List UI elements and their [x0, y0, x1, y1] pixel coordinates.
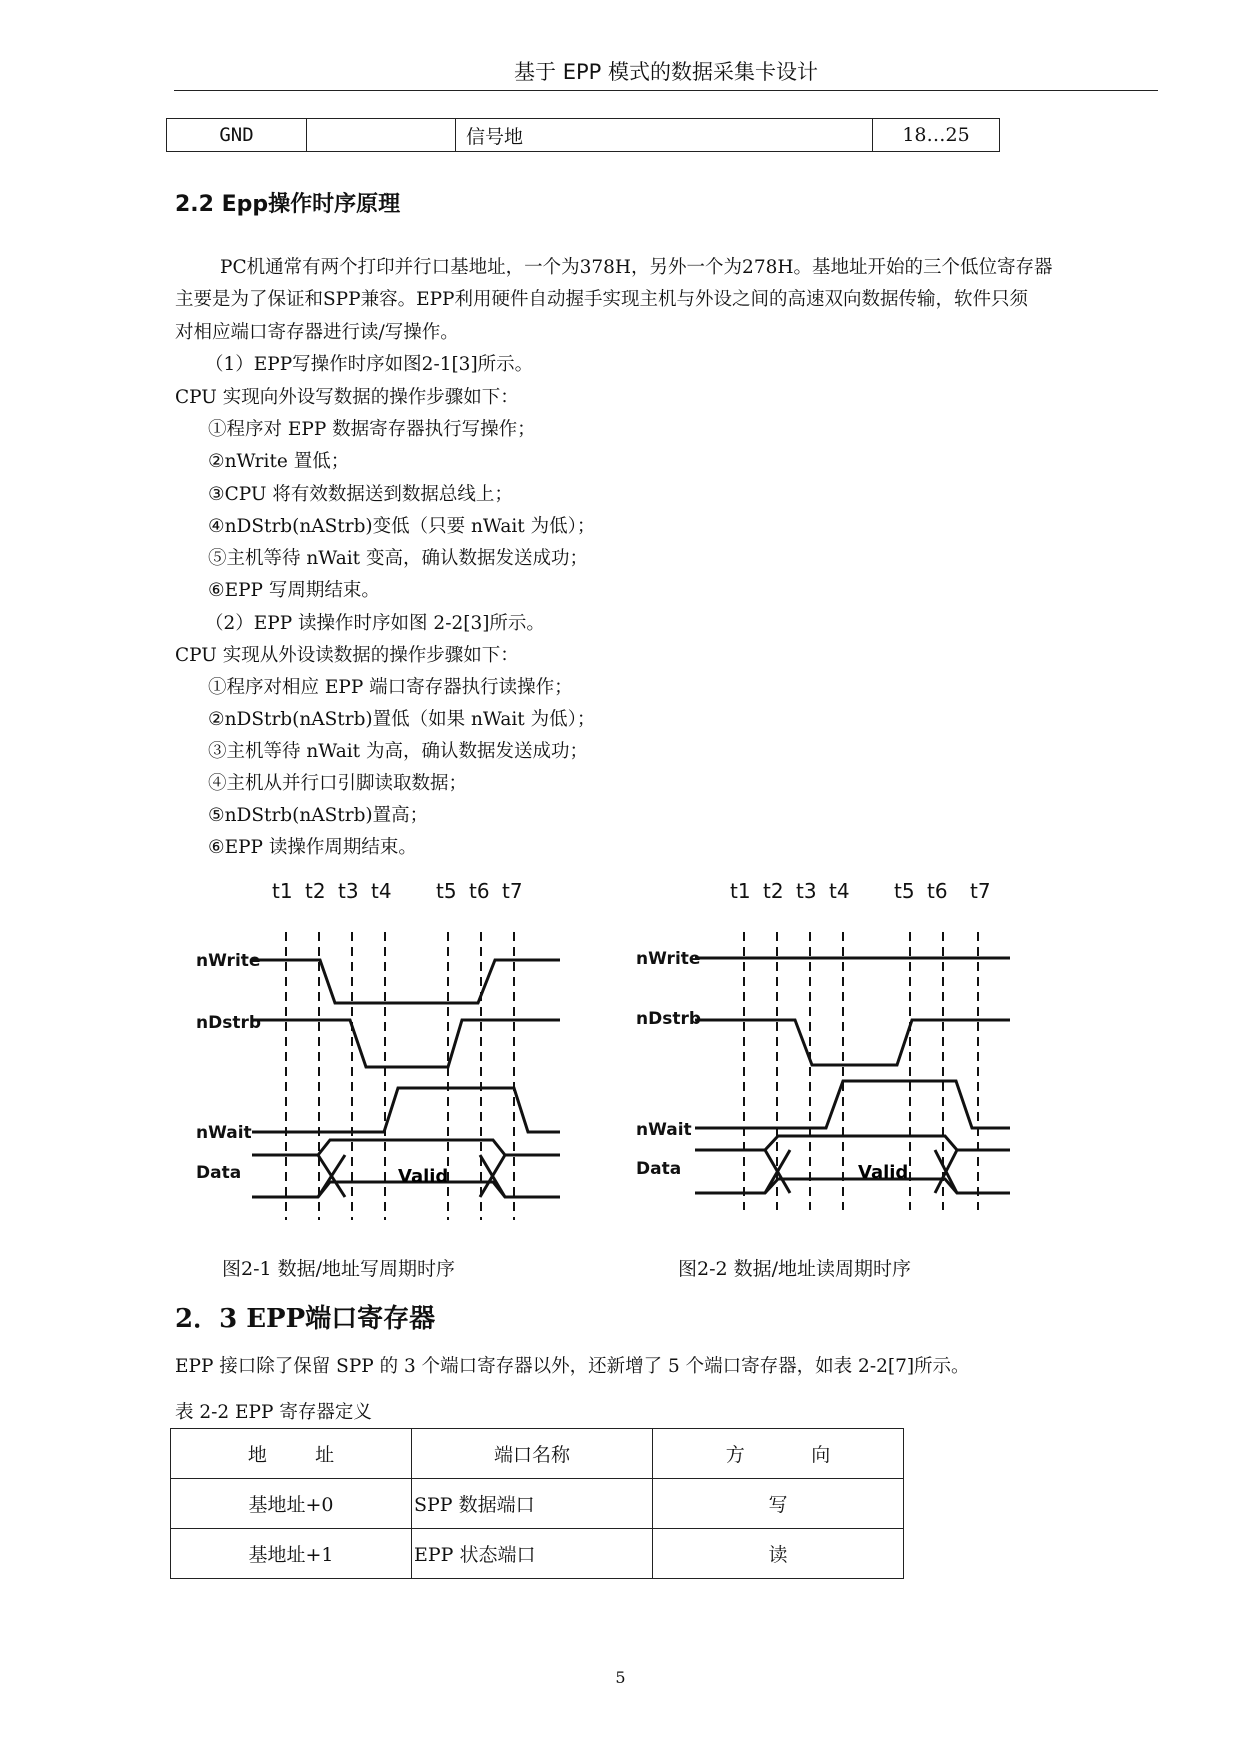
register-table — [170, 1428, 904, 1579]
nwait-waveform — [252, 1088, 560, 1132]
list-item: ③主机等待 nWait 为高，确认数据发送成功； — [208, 741, 588, 762]
column-header: 端口名称 — [412, 1429, 653, 1479]
list-item: ⑤主机等待 nWait 变高，确认数据发送成功； — [208, 548, 588, 569]
signal-label: nWait — [636, 1120, 692, 1140]
figure-caption: 图2-2 数据/地址读周期时序 — [678, 1258, 912, 1280]
time-label: t7 — [502, 879, 523, 903]
time-label: t6 — [927, 879, 948, 903]
time-label: t5 — [436, 879, 457, 903]
list-item: ②nDStrb(nAStrb)置低（如果 nWait 为低）； — [208, 709, 596, 730]
valid-label: Valid — [858, 1162, 909, 1183]
timing-diagrams — [0, 870, 1241, 1240]
signal-label: nWrite — [196, 951, 261, 971]
paragraph-line: 对相应端口寄存器进行读/写操作。 — [175, 322, 459, 343]
table-cell: GND — [167, 119, 307, 152]
time-label: t1 — [730, 879, 751, 903]
page-header: 基于 EPP 模式的数据采集卡设计 — [514, 60, 818, 84]
signal-label: nWait — [196, 1123, 252, 1143]
time-label: t7 — [970, 879, 991, 903]
table-cell: 信号地 — [456, 119, 873, 152]
signal-label: nDstrb — [196, 1013, 262, 1033]
list-item: ④nDStrb(nAStrb)变低（只要 nWait 为低）； — [208, 516, 596, 537]
table-cell: 基地址+0 — [171, 1479, 412, 1529]
time-label: t3 — [796, 879, 817, 903]
table-caption: 表 2-2 EPP 寄存器定义 — [175, 1402, 372, 1423]
table-cell — [307, 119, 456, 152]
column-header: 地 址 — [171, 1429, 412, 1479]
header-rule — [174, 90, 1158, 91]
read-intro: （2）EPP 读操作时序如图 2-2[3]所示。 — [205, 613, 545, 634]
signal-label: nDstrb — [636, 1009, 702, 1029]
time-label: t4 — [829, 879, 850, 903]
list-item: ④主机从并行口引脚读取数据； — [208, 773, 468, 794]
time-label: t1 — [272, 879, 293, 903]
list-item: ⑤nDStrb(nAStrb)置高； — [208, 805, 429, 826]
top-table — [166, 118, 1000, 152]
ndstrb-waveform — [695, 1020, 1010, 1065]
paragraph-line: 主要是为了保证和SPP兼容。EPP利用硬件自动握手实现主机与外设之间的高速双向数据传输，软件只须 — [175, 289, 1028, 310]
read-steps-intro: CPU 实现从外设读数据的操作步骤如下： — [175, 645, 519, 666]
list-item: ⑥EPP 读操作周期结束。 — [208, 837, 417, 858]
time-label: t5 — [894, 879, 915, 903]
data-waveform-bottom — [695, 1179, 1010, 1193]
table-cell: SPP 数据端口 — [412, 1479, 653, 1529]
section-heading: 2．3 EPP端口寄存器 — [175, 1304, 436, 1334]
page-number: 5 — [615, 1668, 626, 1687]
valid-label: Valid — [398, 1166, 449, 1187]
table-cell: 读 — [653, 1529, 904, 1579]
table-cell: 18…25 — [873, 119, 1000, 152]
time-label: t3 — [338, 879, 359, 903]
time-label: t2 — [763, 879, 784, 903]
table-cell: 写 — [653, 1479, 904, 1529]
figure-caption: 图2-1 数据/地址写周期时序 — [222, 1258, 456, 1280]
table-cell: EPP 状态端口 — [412, 1529, 653, 1579]
signal-label: Data — [636, 1159, 682, 1179]
time-label: t6 — [469, 879, 490, 903]
list-item: ③CPU 将有效数据送到数据总线上； — [208, 484, 513, 505]
write-intro: （1）EPP写操作时序如图2-1[3]所示。 — [205, 354, 534, 375]
paragraph-line: EPP 接口除了保留 SPP 的 3 个端口寄存器以外，还新增了 5 个端口寄存器，如表 2-2[7]所示。 — [175, 1356, 970, 1377]
list-item: ①程序对相应 EPP 端口寄存器执行读操作； — [208, 677, 573, 698]
time-label: t2 — [305, 879, 326, 903]
write-steps-intro: CPU 实现向外设写数据的操作步骤如下： — [175, 387, 519, 408]
list-item: ②nWrite 置低； — [208, 451, 350, 472]
time-label: t4 — [371, 879, 392, 903]
write-timing-diagram — [196, 879, 560, 1220]
table-header-row — [171, 1429, 904, 1479]
column-header: 方 向 — [653, 1429, 904, 1479]
section-heading: 2.2 Epp操作时序原理 — [175, 192, 401, 217]
list-item: ①程序对 EPP 数据寄存器执行写操作； — [208, 419, 536, 440]
data-waveform-top — [695, 1136, 1010, 1150]
table-row — [167, 119, 1000, 152]
signal-label: Data — [196, 1163, 242, 1183]
table-row — [171, 1479, 904, 1529]
signal-label: nWrite — [636, 949, 701, 969]
read-timing-diagram — [636, 879, 1010, 1210]
nwait-waveform — [695, 1081, 1010, 1128]
table-cell: 基地址+1 — [171, 1529, 412, 1579]
table-row — [171, 1529, 904, 1579]
paragraph-line: PC机通常有两个打印并行口基地址，一个为378H，另外一个为278H。基地址开始的三个低位寄存器 — [220, 257, 1053, 278]
list-item: ⑥EPP 写周期结束。 — [208, 580, 380, 601]
